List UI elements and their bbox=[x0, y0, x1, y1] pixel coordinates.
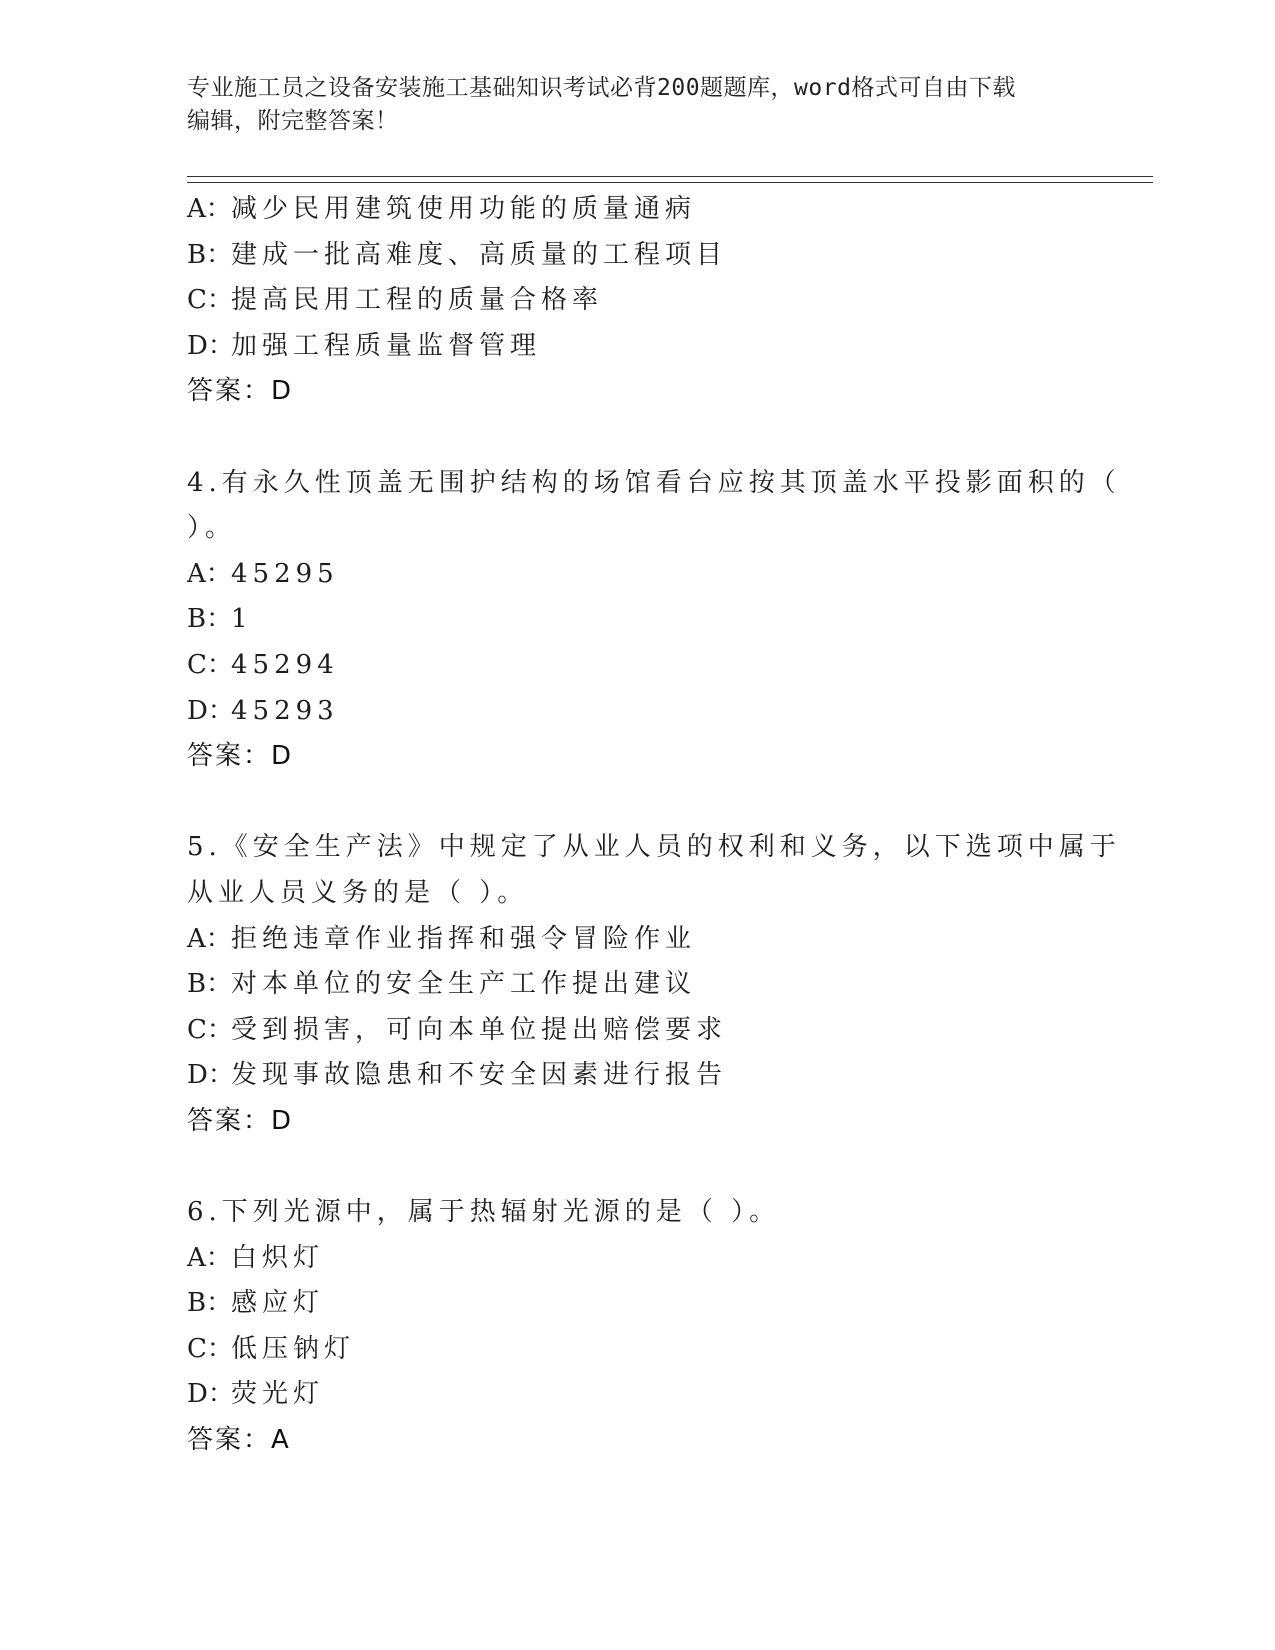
question-text-line-1: 5.《安全生产法》中规定了从业人员的权利和义务，以下选项中属于 bbox=[187, 832, 1121, 863]
header-divider-bottom bbox=[187, 182, 1153, 183]
block-spacer bbox=[187, 415, 1153, 461]
question-text-line-1: 4.有永久性顶盖无围护结构的场馆看台应按其顶盖水平投影面积的（ bbox=[187, 467, 1121, 498]
option-letter: D： bbox=[187, 1379, 234, 1410]
header-divider-top bbox=[187, 176, 1153, 177]
option-text: 45295 bbox=[231, 558, 339, 589]
option-c bbox=[187, 643, 1153, 689]
option-b bbox=[187, 597, 1153, 643]
option-letter: D： bbox=[187, 1060, 234, 1091]
option-text: 45294 bbox=[231, 649, 339, 680]
option-text: 提高民用工程的质量合格率 bbox=[231, 285, 604, 316]
option-b bbox=[187, 962, 1153, 1008]
option-d bbox=[187, 1372, 1153, 1418]
option-letter: B： bbox=[187, 604, 233, 635]
option-b bbox=[187, 1281, 1153, 1327]
option-d bbox=[187, 324, 1153, 370]
question-block-6 bbox=[187, 1190, 1153, 1464]
block-spacer bbox=[187, 780, 1153, 826]
option-c bbox=[187, 1327, 1153, 1373]
answer-line: 答案：D bbox=[187, 1105, 294, 1136]
answer-line: 答案：D bbox=[187, 741, 294, 772]
option-text: 加强工程质量监督管理 bbox=[231, 330, 542, 361]
option-letter: C： bbox=[187, 649, 233, 680]
question-block-5 bbox=[187, 825, 1153, 1144]
option-letter: A： bbox=[187, 923, 232, 954]
question-text-line-2: ）。 bbox=[187, 513, 237, 544]
option-letter: D： bbox=[187, 330, 234, 361]
option-text: 拒绝违章作业指挥和强令冒险作业 bbox=[231, 923, 697, 954]
option-a bbox=[187, 552, 1153, 598]
option-letter: B： bbox=[187, 969, 233, 1000]
option-d bbox=[187, 689, 1153, 735]
option-letter: B： bbox=[187, 239, 233, 270]
option-a bbox=[187, 187, 1153, 233]
option-text: 1 bbox=[231, 604, 253, 635]
option-letter: B： bbox=[187, 1288, 233, 1319]
option-letter: D： bbox=[187, 695, 234, 726]
option-d bbox=[187, 1053, 1153, 1099]
question-text-line-2: 从业人员义务的是（ ）。 bbox=[187, 877, 529, 908]
option-text: 减少民用建筑使用功能的质量通病 bbox=[231, 194, 697, 224]
document-header bbox=[187, 72, 1087, 138]
option-letter: A： bbox=[187, 558, 232, 589]
option-a bbox=[187, 1236, 1153, 1282]
question-block-4 bbox=[187, 461, 1153, 780]
option-text: 感应灯 bbox=[231, 1288, 325, 1319]
option-text: 建成一批高难度、高质量的工程项目 bbox=[231, 239, 728, 270]
option-text: 发现事故隐患和不安全因素进行报告 bbox=[231, 1060, 728, 1091]
option-letter: C： bbox=[187, 285, 233, 316]
option-letter: C： bbox=[187, 1333, 233, 1364]
option-text: 白炽灯 bbox=[231, 1242, 325, 1273]
question-list bbox=[187, 187, 1153, 1464]
option-letter: A： bbox=[187, 194, 232, 224]
option-a bbox=[187, 917, 1153, 963]
option-text: 45293 bbox=[231, 695, 339, 726]
option-b bbox=[187, 233, 1153, 279]
option-c bbox=[187, 1008, 1153, 1054]
answer-line: 答案：D bbox=[187, 376, 294, 407]
option-text: 对本单位的安全生产工作提出建议 bbox=[231, 969, 697, 1000]
question-block-3 bbox=[187, 187, 1153, 415]
option-letter: A： bbox=[187, 1242, 232, 1273]
option-text: 受到损害，可向本单位提出赔偿要求 bbox=[231, 1014, 728, 1045]
option-letter: C： bbox=[187, 1014, 233, 1045]
header-line-1: 专业施工员之设备安装施工基础知识考试必背200题题库，word格式可自由下载 bbox=[187, 75, 1016, 101]
answer-line: 答案：A bbox=[187, 1425, 291, 1456]
option-text: 低压钠灯 bbox=[231, 1333, 356, 1364]
option-c bbox=[187, 278, 1153, 324]
block-spacer bbox=[187, 1144, 1153, 1190]
question-text-line-1: 6.下列光源中，属于热辐射光源的是（ ）。 bbox=[187, 1197, 781, 1228]
header-line-2: 编辑，附完整答案！ bbox=[187, 108, 399, 134]
option-text: 荧光灯 bbox=[231, 1379, 325, 1410]
